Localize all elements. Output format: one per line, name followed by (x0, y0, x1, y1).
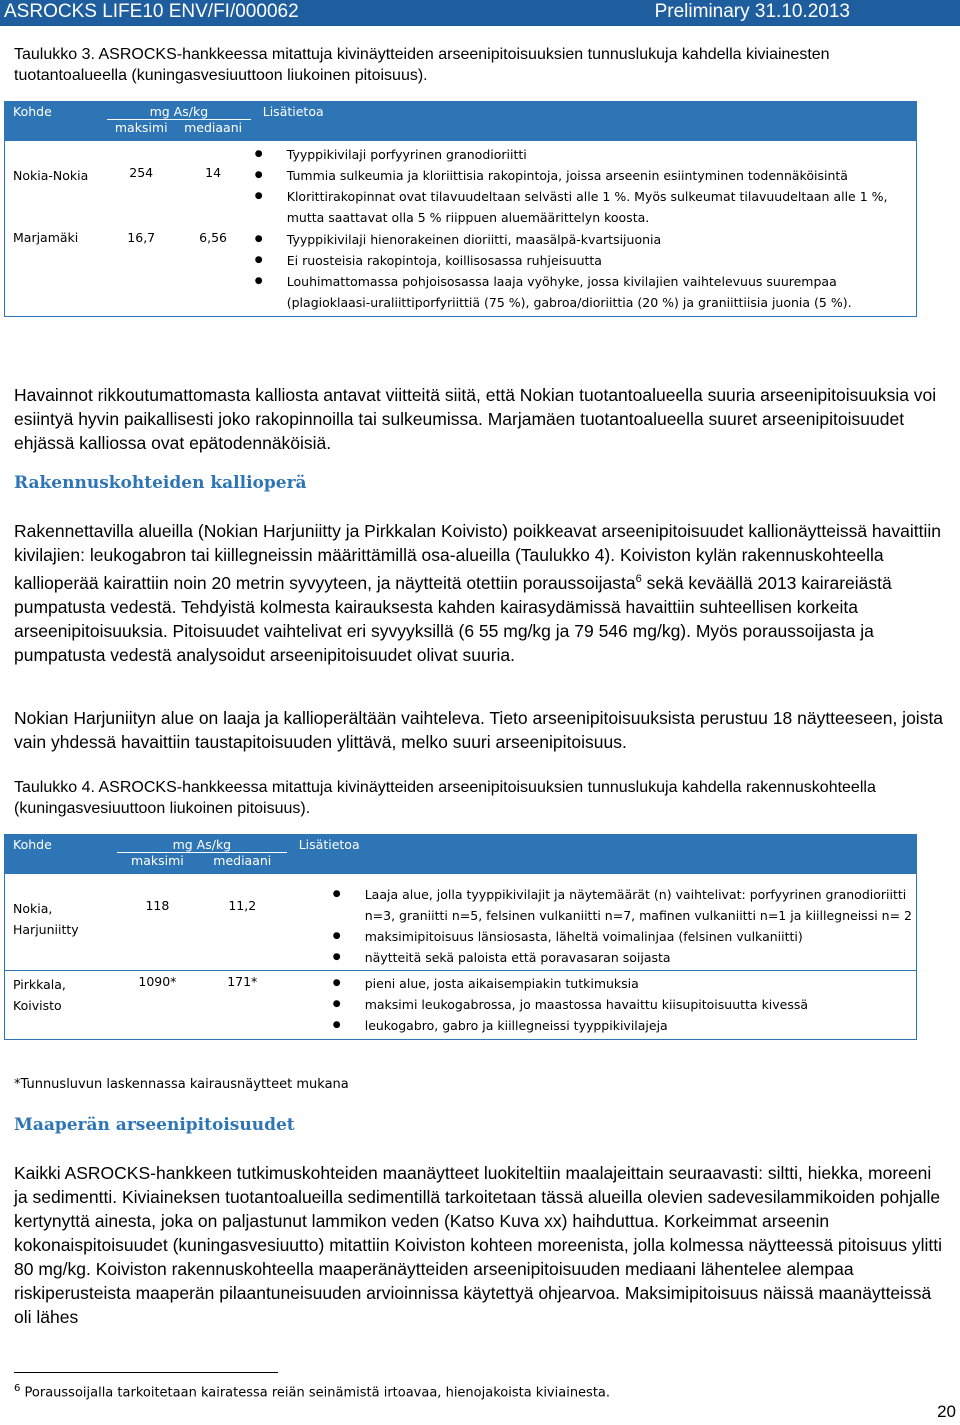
list-item: ● pieni alue, josta aikaisempiakin tutkimuksia (329, 973, 916, 994)
table4-max: 1090* (138, 974, 177, 989)
paragraph: Kaikki ASROCKS-hankkeen tutkimuskohteiden maanäytteet luokiteltiin maalajeittain seuraavasti: siltti, hiekka, moreeni ja sedimentti. Kiviaineksen tuotantoalueilla sedimentillä tarkoitetaan tässä alueilla olevien sadevesilammikoiden pohjalle kertynyttä ainesta, joka on paljastunut lammikon veden (Katso Kuva xx) haihduttua. Korkeimmat arseenin kokonaispitoisuudet (kuningasvesiuutto) mitattiin Koiviston kohteen moreenista, jolla kolmessa näytteessä pitoisuus ylitti 80 mg/kg. Koiviston rakennuskohteella maaperänäytteiden arseenipitoisuuden mediaani lähentelee alempaa riskiperusteista maaperän pilaantuneisuuden arvioinnissa käytettyä ohjearvoa. Maksimipitoisuus näissä maanäytteissä oli lähes (14, 1163, 942, 1327)
table-row (5, 141, 917, 228)
footnote-ref: 6 (635, 573, 642, 585)
table4-header-med: mediaani (213, 853, 272, 868)
table3-caption: Taulukko 3. ASROCKS-hankkeessa mitattuja kivinäytteiden arseenipitoisuuksien tunnuslukuja kahdella kiviainesten tuotantoalueella (kuningasvesiuuttoon liukoinen pitoisuus). (14, 46, 830, 84)
table3-header-med: mediaani (184, 120, 243, 135)
table4-header-lisatietoa: Lisätietoa (298, 837, 360, 852)
list-item: ● maksimipitoisuus länsiosasta, läheltä voimalinjaa (felsinen vulkaniitti) (329, 926, 916, 947)
list-item: ● Tummia sulkeumia ja kloriittisia rakopintoja, joissa arseenin esiintyminen todennäköisintä (251, 165, 916, 186)
table3-site: Marjamäki (13, 230, 79, 245)
paragraph-text: Rakennettavilla alueilla (Nokian Harjuniitty ja Pirkkalan Koivisto) poikkeavat arseenipitoisuudet kallionäytteissä havaittiin kivilajien: leukogabron tai kiillegneissin määrittämillä osa-alueilla (Taulukko 4). Koiviston kylän rakennuskohteella kallioperää kairattiin noin 20 metrin syvyyteen, ja näytteitä otettiin poraussoijasta (14, 521, 942, 593)
paragraph-text: sekä keväällä 2013 kairareiästä pumpatusta vedestä. Tehdyistä kolmesta kairauksesta kahden kairasydämissä havaittiin suhteellisen korkeita arseenipitoisuuksia. Pitoisuudet vaihtelivat eri syvyyksillä (6 55 mg/kg ja 79 546 mg/kg). Myös poraussoijasta ja pumpatusta vedestä analysoidut arseenipitoisuudet olivat suuria. (14, 572, 892, 665)
table3-med: 14 (205, 165, 222, 180)
table3-max: 254 (129, 165, 154, 180)
table4-footnote: *Tunnusluvun laskennassa kairausnäytteet mukana (14, 1077, 349, 1092)
table3-header-kohde: Kohde (13, 104, 52, 119)
table3-site: Nokia-Nokia (13, 168, 89, 183)
header-status: Preliminary 31.10.2013 (654, 1, 850, 22)
footnote-number: 6 (14, 1383, 21, 1394)
table4-med: 171* (227, 974, 258, 989)
list-item: ● Tyyppikivilaji hienorakeinen dioriitti, maasälpä-kvartsijuonia (251, 229, 916, 250)
table3-max: 16,7 (127, 230, 156, 245)
table3-header-max: maksimi (114, 120, 168, 135)
table3-notes (251, 229, 916, 313)
footnote (14, 1383, 610, 1400)
footnote-text: Poraussoijalla tarkoitetaan kairatessa reiän seinämistä irtoavaa, hienojakoista kiviainesta. (24, 1385, 611, 1401)
table4-site: Pirkkala, Koivisto (13, 977, 66, 1013)
table-row (5, 228, 917, 317)
table3-med: 6,56 (199, 230, 228, 245)
table4-notes (329, 973, 916, 1036)
section-heading: Maaperän arseenipitoisuudet (14, 1115, 295, 1135)
table-4 (4, 834, 917, 1040)
list-item: ● Laaja alue, jolla tyyppikivilajit ja näytemäärät (n) vaihtelivat: porfyyrinen granodioriitti n=3, graniitti n=5, felsinen vulkaniitti n=7, mafinen vulkaniitti n=1 ja kiillegneissi n= 2 (329, 884, 916, 926)
page-header (0, 0, 960, 26)
table-3 (4, 101, 917, 317)
table4-header-max: maksimi (131, 853, 184, 868)
header-project-id: ASROCKS LIFE10 ENV/FI/000062 (4, 1, 299, 22)
table3-notes (251, 144, 916, 228)
list-item: ● näytteitä sekä paloista että poravasaran soijasta (329, 947, 916, 968)
list-item: ● Klorittirakopinnat ovat tilavuudeltaan selvästi alle 1 %. Myös sulkeumat tilavuudeltaan alle 1 %, mutta saattavat olla 5 % riippuen aluemäärittelyn koosta. (251, 186, 916, 228)
paragraph (14, 519, 949, 667)
table4-header-kohde: Kohde (13, 837, 52, 852)
table3-header-mg: mg As/kg (107, 102, 251, 120)
list-item: ● leukogabro, gabro ja kiillegneissi tyyppikivilajeja (329, 1015, 916, 1036)
list-item: ● maksimi leukogabrossa, jo maastossa havaittu kiisupitoisuutta kivessä (329, 994, 916, 1015)
table3-header-lisatietoa: Lisätietoa (262, 104, 324, 119)
table4-header-mg: mg As/kg (117, 835, 287, 853)
table4-med: 11,2 (228, 898, 257, 913)
footnote-divider (14, 1372, 278, 1373)
table4-caption: Taulukko 4. ASROCKS-hankkeessa mitattuja kivinäytteiden arseenipitoisuuksien tunnuslukuja kahdella rakennuskohteella (kuningasvesiuuttoon liukoinen pitoisuus). (14, 779, 876, 817)
table-row (5, 971, 917, 1040)
table-row (5, 874, 917, 971)
list-item: ● Ei ruosteisia rakopintoja, koillisosassa ruhjeisuutta (251, 250, 916, 271)
section-heading: Rakennuskohteiden kallioperä (14, 473, 307, 493)
list-item: ● Tyyppikivilaji porfyyrinen granodioriitti (251, 144, 916, 165)
page-number: 20 (937, 1402, 956, 1421)
table4-site: Nokia, Harjuniitty (13, 901, 79, 937)
paragraph: Nokian Harjuniityn alue on laaja ja kallioperältään vaihteleva. Tieto arseenipitoisuuksista perustuu 18 näytteeseen, joista vain yhdessä havaittiin taustapitoisuuden ylittävä, melko suuri arseenipitoisuus. (14, 708, 944, 752)
table4-notes (329, 884, 916, 968)
table4-max: 118 (145, 898, 170, 913)
paragraph: Havainnot rikkoutumattomasta kalliosta antavat viitteitä siitä, että Nokian tuotantoalueella suuria arseenipitoisuuksia voi esiintyä hyvin paikallisesti joko rakopinnoilla tai sulkeumissa. Marjamäen tuotantoalueella suuret arseenipitoisuudet ehjässä kalliossa ovat epätodennäköisiä. (14, 385, 937, 453)
list-item: ● Louhimattomassa pohjoisosassa laaja vyöhyke, jossa kivilajien vaihtelevuus suurempaa (plagioklaasi-uraliittiporfyriittiä (75 %), gabroa/dioriittia (20 %) ja graniittiisia juonia (5 %). (251, 271, 916, 313)
